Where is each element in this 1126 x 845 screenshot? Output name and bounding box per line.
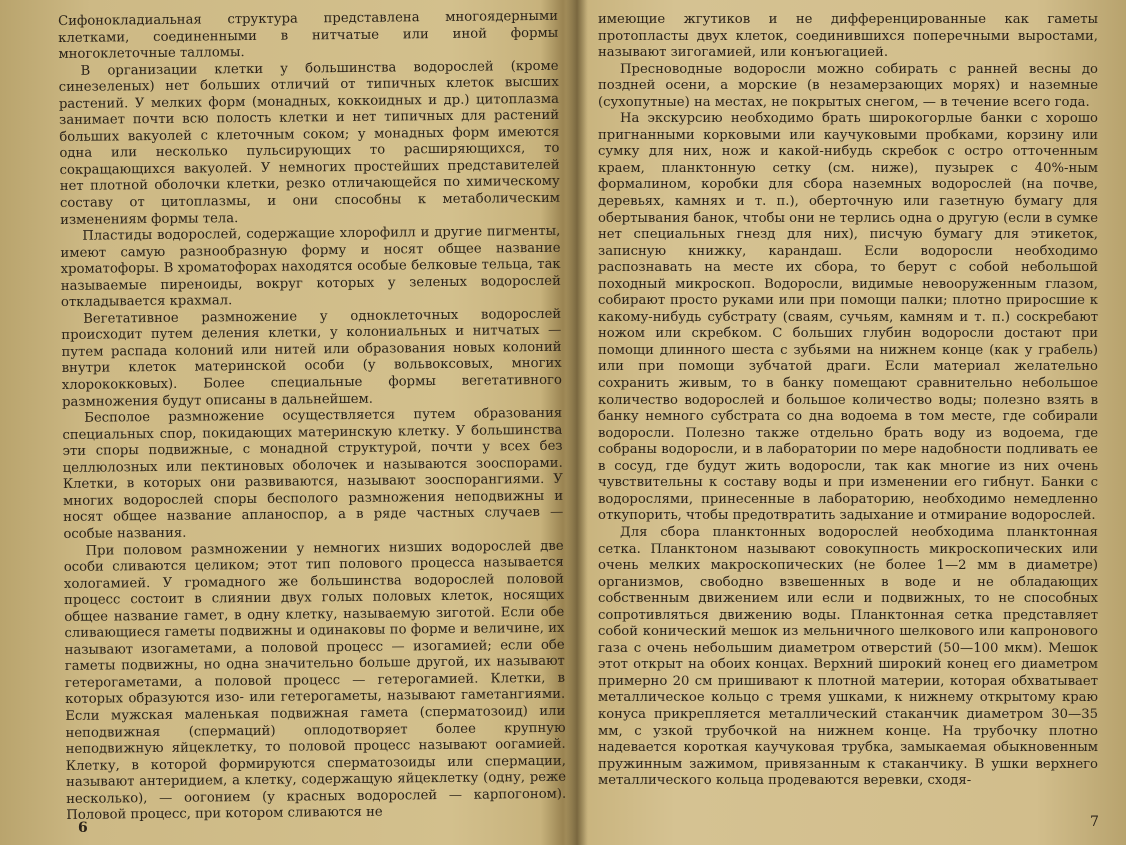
paragraph: Бесполое размножение осуществляется путем образования специальных спор, покидающих материнскую клетку. У большинства эти споры подвижные, с монадной структурой, почти у всех без целлюлозных или пектиновых оболочек и называются зооспорами. Клетки, в которых они развиваются, называют зооспорангиями. У многих водорослей споры бесполого размножения неподвижны и носят общее название апланоспор, а в ряде частных случаев — особые названия. xyxy=(62,405,564,542)
book-spine xyxy=(566,0,588,845)
paragraph: Пресноводные водоросли можно собирать с ранней весны до поздней осени, а морские (в незамерзающих морях) и наземные (сухопутные) на местах, не покрытых снегом, — в течение всего года. xyxy=(598,61,1098,110)
left-page xyxy=(58,9,566,825)
paragraph: На экскурсию необходимо брать широкогорлые банки с хорошо пригнанными корковыми или каучуковыми пробками, корзину или сумку для них, нож и какой-нибудь скребок с остро отточенным краем, планктонную сетку (см. ниже), пузырек с 40%-ным формалином, коробки для сбора наземных водорослей (на почве, деревьях, камнях и т. п.), оберточную или газетную бумагу для обертывания банок, чтобы они не терлись одна о другую (если в сумке нет специальных гнезд для них), писчую бумагу для этикеток, записную книжку, карандаш. Если водоросли необходимо распознавать на месте их сбора, то берут с собой небольшой походный микроскоп. Водоросли, видимые невооруженным глазом, собирают просто руками или при помощи палки; плотно приросшие к какому-нибудь субстрату (сваям, сучьям, камням и т. п.) соскребают ножом или скребком. С больших глубин водоросли достают при помощи длинного шеста с зубьями на нижнем конце (как у грабель) или при помощи зубчатой драги. Если материал желательно сохранить живым, то в банку помещают сравнительно небольшое количество водорослей и большое количество воды; полезно взять в банку немного субстрата со дна водоема в том месте, где собирали водоросли. Полезно также отдельно брать воду из водоема, где собраны водоросли, и в лаборатории по мере надобности подливать ее в сосуд, где будут жить водоросли, так как многие из них очень чувствительны к составу воды и при изменении его гибнут. Банки с водорослями, принесенные в лабораторию, необходимо немедленно откупорить, чтобы предотвратить задыхание и отмирание водорослей. xyxy=(598,111,1098,524)
paragraph: Сифонокладиальная структура представлена многоядерными клетками, соединенными в нитчатые или иной формы многоклеточные талломы. xyxy=(58,8,559,63)
paragraph: Вегетативное размножение у одноклеточных водорослей происходит путем деления клетки, у колониальных и нитчатых — путем распада колоний или нитей или образования новых колоний внутри клеток материнской особи (у вольвоксовых, многих хлорококковых). Более специальные формы вегетативного размножения будут описаны в дальнейшем. xyxy=(61,306,562,410)
paragraph: Для сбора планктонных водорослей необходима планктонная сетка. Планктоном называют совокупность микроскопических или очень мелких макроскопических (не более 1—2 мм в диаметре) организмов, свободно взвешенных в воде и не обладающих собственным движением или если и подвижных, то не способных сопротивляться движению воды. Планктонная сетка представляет собой конический мешок из мельничного шелкового или капронового газа с очень небольшим диаметром отверстий (50—100 мкм). Мешок этот открыт на обоих концах. Верхний широкий конец его диаметром примерно 20 см пришивают к плотной материи, которая обхватывает металлическое кольцо с тремя ушками, к нижнему открытому краю конуса прикрепляется металлический стаканчик диаметром 30—35 мм, с узкой трубочкой на нижнем конце. На трубочку плотно надевается короткая каучуковая трубка, замыкаемая обыкновенным пружинным зажимом, привязанным к стаканчику. В ушки верхнего металлического кольца продеваются веревки, сходя- xyxy=(598,524,1098,789)
right-page xyxy=(598,12,1098,825)
paragraph: В организации клетки у большинства водорослей (кроме синезеленых) нет больших отличий от типичных клеток высших растений. У мелких форм (монадных, коккоидных и др.) цитоплазма занимает почти всю полость клетки и нет типичных для растений больших вакуолей с клеточным соком; у монадных форм имеются одна или несколько пульсирующих то расширяющихся, то сокращающихся вакуолей. У немногих простейших представителей нет плотной оболочки клетки, резко отличающейся по химическому составу от цитоплазмы, и они способны к метаболическим изменениям формы тела. xyxy=(58,58,561,228)
paragraph: Пластиды водорослей, содержащие хлорофилл и другие пигменты, имеют самую разнообразную форму и носят общее название хроматофоры. В хроматофорах находятся особые белковые тельца, так называемые пиреноиды, вокруг которых у зеленых водорослей откладывается крахмал. xyxy=(60,223,561,311)
paragraph: При половом размножении у немногих низших водорослей две особи сливаются целиком; этот тип полового процесса называется хологамией. У громадного же большинства водорослей половой процесс состоит в слиянии двух голых половых клеток, носящих общее название гамет, в одну клетку, называемую зиготой. Если обе сливающиеся гаметы подвижны и одинаковы по форме и величине, их называют изогаметами, а половой процесс — изогамией; если обе гаметы подвижны, но одна значительно больше другой, их называют гетерогаметами, а половой процесс — гетерогамией. Клетки, в которых образуются изо- или гетерогаметы, называют гаметангиями. Если мужская маленькая подвижная гамета (сперматозоид) или неподвижная (спермаций) оплодотворяет более крупную неподвижную яйцеклетку, то половой процесс называют оогамией. Клетку, в которой формируются сперматозоиды или спермации, называют антеридием, а клетку, содержащую яйцеклетку (одну, реже несколько), — оогонием (у красных водорослей — карпогоном). Половой процесс, при котором сливаются не xyxy=(63,538,567,824)
paragraph: имеющие жгутиков и не дифференцированные как гаметы протопласты двух клеток, соединившихся поперечными выростами, называют зигогамией, или конъюгацией. xyxy=(598,12,1098,61)
page-number-left: 6 xyxy=(78,820,88,836)
page-number-right: 7 xyxy=(1090,814,1099,830)
